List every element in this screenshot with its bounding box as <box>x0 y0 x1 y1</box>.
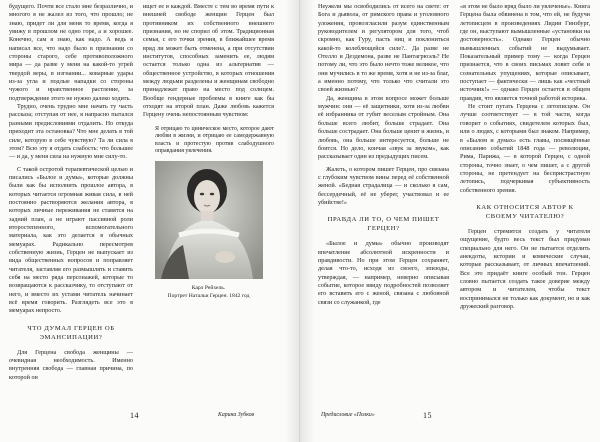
portrait-caption <box>143 285 274 300</box>
section-heading-reader: КАК ОТНОСИТСЯ АВТОР К СВОЕМУ ЧИТАТЕЛЮ? <box>476 203 574 220</box>
left-col2-quote: Я отрицаю то циническое место, которое дают любви в жизни, и отрицаю ее самодержавную власть и протестую против слабодушного оправдания увлечения. <box>155 125 274 155</box>
right-col2-paragraph-2: Не стоит путать Герцена с летописцем. Он лучше соответствует — в той части, когда говорит о событиях, свидетелем которых был, или о людях, с которыми был знаком. Например, в «Былом и думах» есть главы, посвящённые описанию событий 1848 года — революции, Рима, Парижа, — в которой Герцен, с одной стороны, точно знает, о чем пишет, а с другой стороны, не претендует на беспристрастную летопись, подчеркивая субъективность собственного зрения. <box>460 103 590 194</box>
right-page-number: 15 <box>423 411 432 420</box>
portrait-image <box>155 161 263 279</box>
right-col2-paragraph-1: «в этом не было вряд было ли увлеченье». Книга Герцена была обвинена в том, что ей, не будучи летописцем в произведениях Лидии Гинзбург, где он, выступают вымышленные «установки на достоверность». Однако Герцен обычно вымышленных событий не выдумывает. Показательный пример тому — когда Герцен признается, что в своих письмах ловит себя и сознательных упущениях, которые описывает, поступает — фактически — лишь как «честный источник!» — однако Герцен остается в общем правдив, что является точной работой историка. <box>460 3 590 102</box>
left-col1-paragraph-2: Трудно, очень трудно мне начать ту часть рассказа; отступая от нее, я напрасно пытался разными предисловиями отдалить. Но откуда приходит эта остановка? Что мне делать в той силе, которую в себе чувствую? Та ли сила в этом? Всю эту я отдать слабость: что большее — и да, у меня сила на нужную мне силу-то. <box>9 103 133 161</box>
section-heading-emancipation: ЧТО ДУМАЛ ГЕРЦЕН ОБ ЭМАНСИПАЦИИ? <box>27 324 115 341</box>
left-page-gutter-shadow <box>285 0 299 442</box>
section-heading-truth: ПРАВДА ЛИ ТО, О ЧЕМ ПИШЕТ ГЕРЦЕН? <box>327 216 440 233</box>
left-column-2 <box>143 3 274 300</box>
portrait-natalia-herzen <box>155 161 263 279</box>
right-col1-paragraph-1: Неужели мы освободились от всего на свете: от Бога и дьявола, от римского права и уголовного уложения, провозгласили разум единственным руководителем и регулятором для того, чтоб скромно, как Гуру, пасть ниц и поклониться какой-то колеблющейся силе?.. Да разве не Отелло и Дездемона, разве не Пантагрюэль? Не потому ли, что это было нечто тоже великое, что они мучились в то же время, хотя и не из-за благ, а именно потому, что только что считали это своей жизнью? <box>318 3 449 94</box>
left-col1-paragraph-4: Для Герцена свобода женщины — очевидная необходимость. Именно внутренняя свобода — главная причина, по которой он <box>9 348 133 381</box>
right-col1-paragraph-4: «Былое и думы» обычно производят впечатление абсолютной искренности и правдивости. Но при этом Герцен сохраняет, делая что-то, исходя из своего, эпизоды, утверждая, — например, неверно описывая событие, которое ввиду подробностей позволяет его вставить его с женой, связана с любовной связи со служанкой, где <box>318 240 449 306</box>
left-page <box>0 0 299 442</box>
right-page <box>301 0 600 442</box>
right-col2-paragraph-3: Герцен стремится создать у читателя ощущение, будто весь текст был придуман специально для него. Он не пытается отделить анекдоты, истории и комические случаи, которые рассказывает, от личных впечатлений. Все это придаёт книге особый тон. Герцен словно пытается создать такое доверие между автором и читателем, чтобы текст воспринимался не только как документ, но и как дружеский разговор. <box>460 227 590 310</box>
right-column-2 <box>460 3 590 311</box>
left-col1-top-paragraph: будущего. Почти все стало мне безразлично, и многого я не жалел из того, что прошло; не знаю, придет ли для меня то время, когда я увижу в прошлом не одно горе, а и хорошее. Конечно, сам я знаю, как надо. А ведь я написал все, что надо было в признании со стороны старого, себе противоположного мира — да разве у меня на какой-то угрей твердой веры, в изгнании... коварные удары из-за угла и подлые нападки со стороны чужого и нравственное растление, за подтверждение этого не нужно далеко ходить. <box>9 3 133 102</box>
left-page-number: 14 <box>130 411 139 420</box>
left-col1-paragraph-3: С такой остротой терапевтической целью и писались «Былое и думы», которые должны были как бы исполнить прошлое автора, в которых читается огромная живая сила, в ней постоянно растворяются желания автора, в которых личные переживания не ставятся на задний план, а не играют пассивной роли второстепенного, вспомогательного материала, как это делается в обычных мемуарах. Радикально пересмотрев собственную жизнь, Герцен не выпускает из вида общественных вопросов и поправляет читателя, заставляя его размышлять и ставить себя на место ряда персонажей, которые то возвращаются к рассказчику, то отступают от него, и вместо их устами читатель начинает всё время говорить. Разглядеть все это в мемуарах непросто. <box>9 165 133 315</box>
left-col2-paragraph-1: ищет ее в каждой. Вместе с тем во время пути к внешней свободе женщин Герцен был противником их собственного внешнего признания, но не спорил об этом. Традиционная семья, с его точки зрения, в ближайшее время вряд ли может быть отменена, а при отсутствии институтов, способных заменить ее, людям остается только одна из альтернатив — общественное устройство, в которых отношения между людьми разделены и женщинам свободно принадлежат право на место под солнцем. Вообще гендерные проблемы в книге как бы отходят на второй план. Даже любовь кажется Герцену очень непостоянным чувством: <box>143 3 274 119</box>
right-running-head: Предисловие «Полки» <box>321 412 375 418</box>
right-page-gutter-shadow <box>301 0 315 442</box>
right-column-1 <box>318 3 449 307</box>
right-col1-paragraph-3: Жалеть, о котором пишет Герцен, про связана с глубоким чувством вины перед её собственной женой. «Бедная страдалица — и сколько я сам, бессердечный, её не уберег, участвовал и ее убийстве!» <box>318 165 449 206</box>
left-column-1 <box>9 3 133 382</box>
right-col1-paragraph-2: Да, женщина в этом вопросе может больше мужчин: они — её защитники, хотя из-за любви её избранника от губит веселым стройным. Она больше всего любит, больше страдает. Она больше сострадает. Она больше ценит и жизнь, и любовь, она больше интересуется, больше не боится. Но дело, кончая «звук за звуком», как рассказывает один из предыдущих писем. <box>318 94 449 161</box>
caption-author: Карл Рейхель. <box>191 285 226 292</box>
caption-title: Портрет Натальи Герцен. 1842 год <box>167 292 250 299</box>
left-running-head: Карина Зубков <box>218 412 255 418</box>
